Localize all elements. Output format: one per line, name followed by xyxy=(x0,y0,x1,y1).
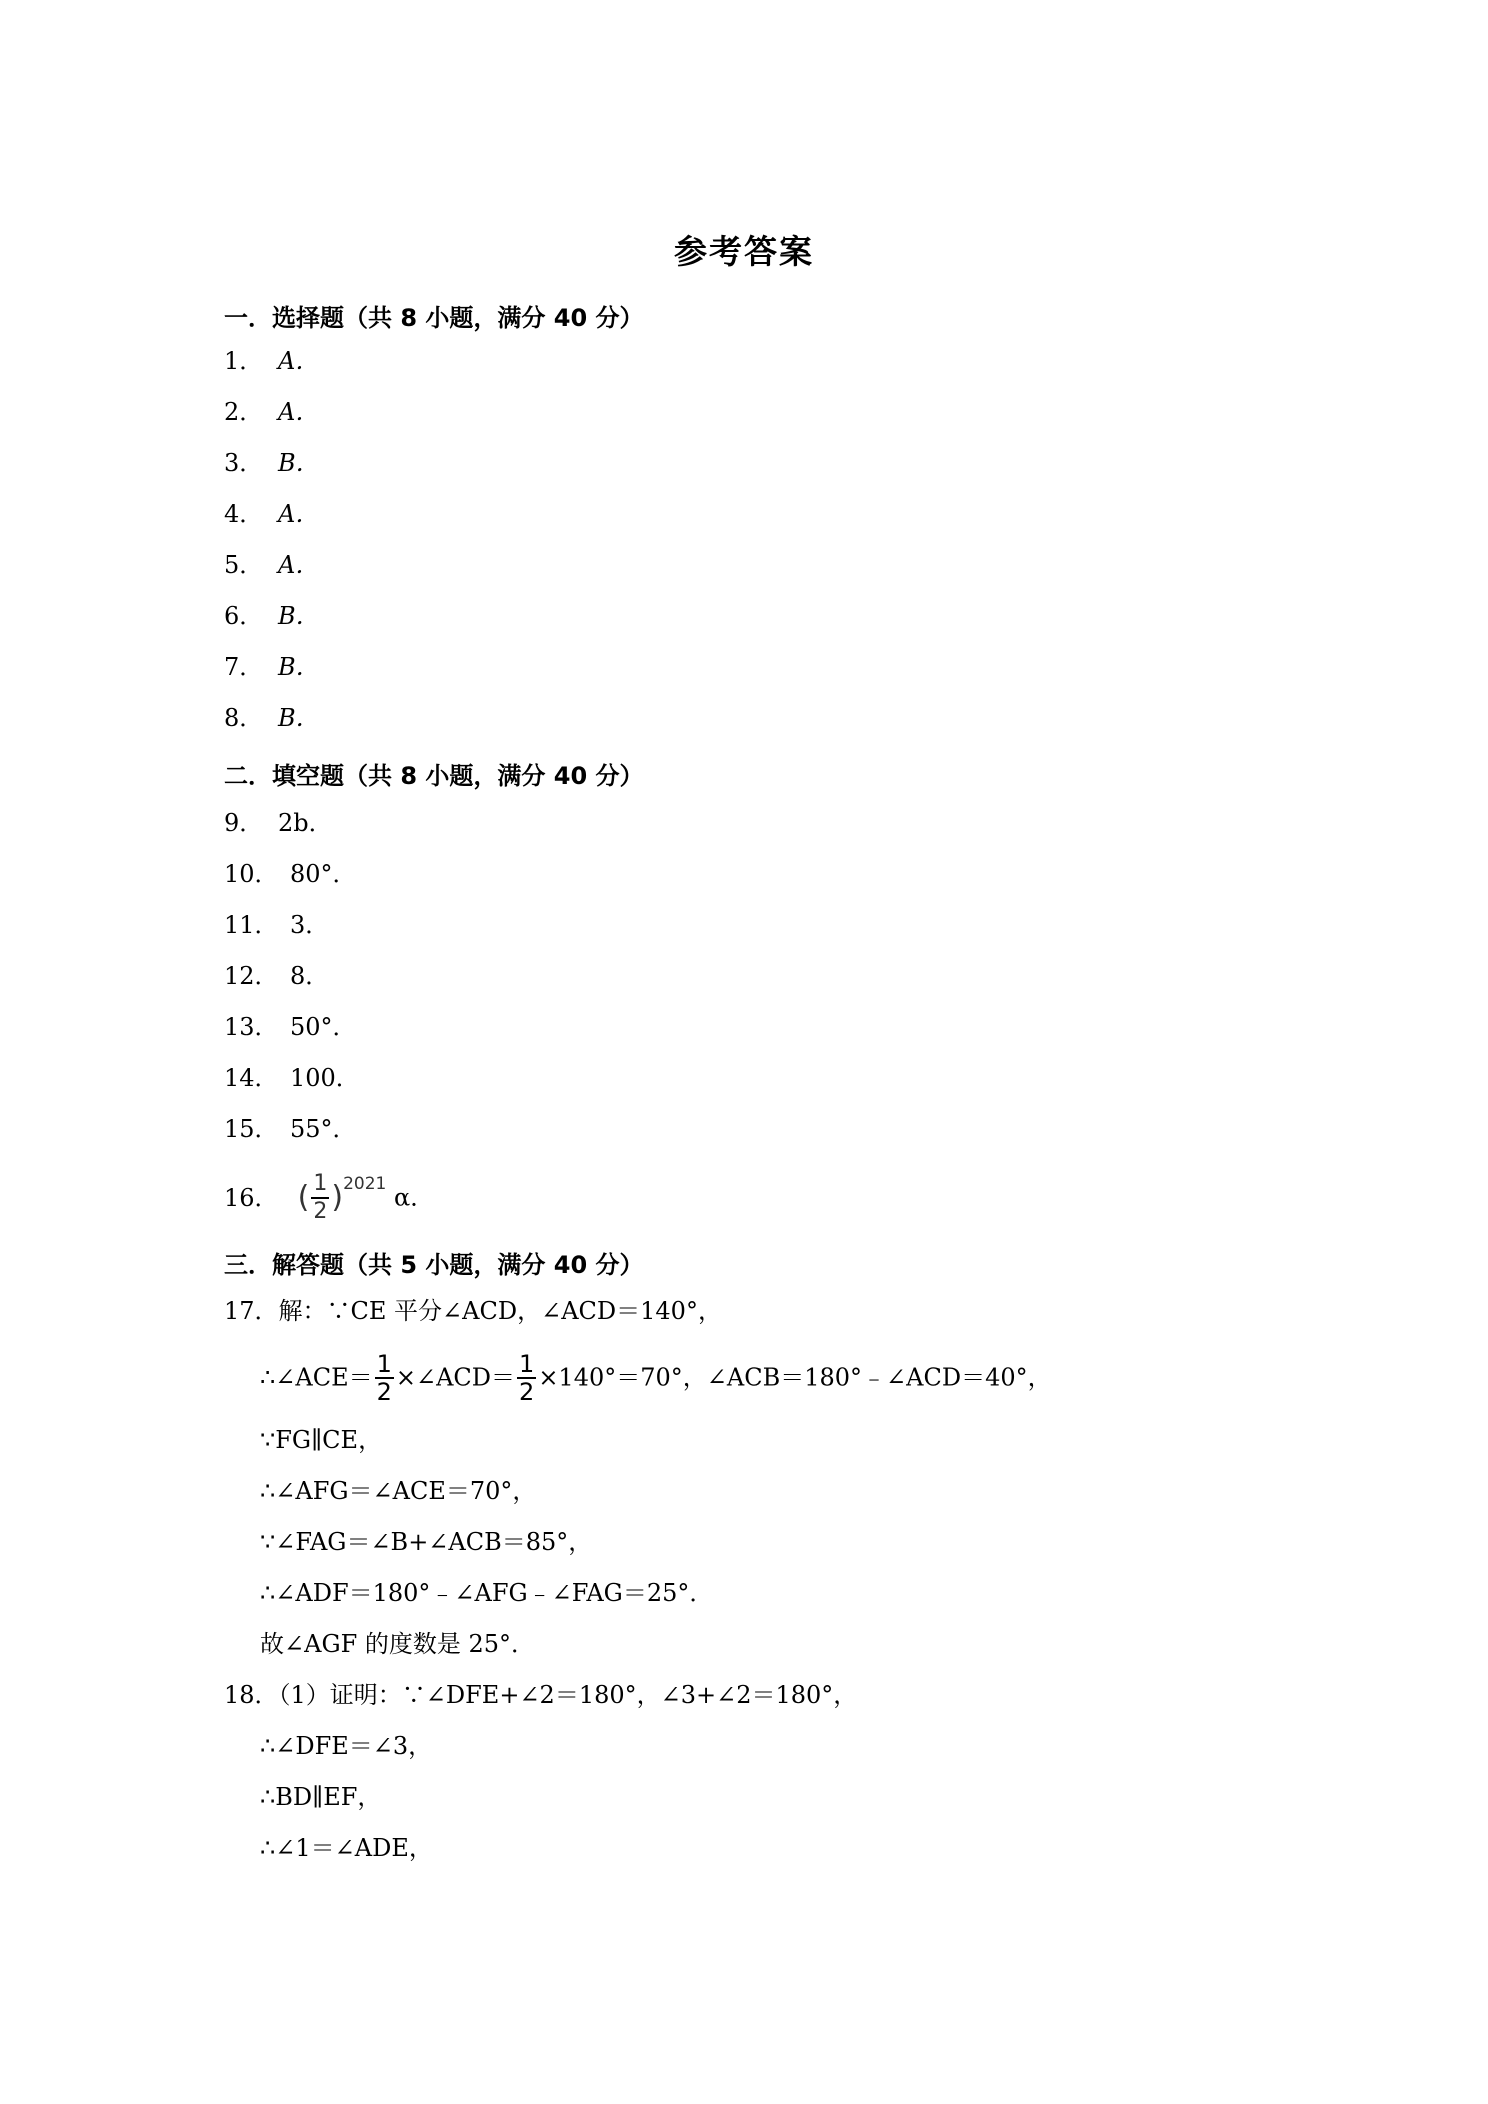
answer-12: 12． 8． xyxy=(224,962,330,990)
answer-3: 3． B． xyxy=(224,449,320,477)
q17-line-6: ∴∠ADF＝180°﹣∠AFG﹣∠FAG＝25°． xyxy=(260,1579,714,1607)
answer-15: 15． 55°． xyxy=(224,1115,357,1143)
q17-line-1: 17．解：∵CE 平分∠ACD，∠ACD＝140°， xyxy=(224,1297,722,1325)
answer-10: 10． 80°． xyxy=(224,860,357,888)
power-expression: ( $\frac{1}{2}$ ) $^{2021}$ xyxy=(297,1170,387,1224)
section-heading-fill: 二．填空题（共 8 小题，满分 40 分） xyxy=(224,762,644,790)
q17-line-3: ∵FG∥CE， xyxy=(260,1426,383,1454)
answer-5: 5． A． xyxy=(224,551,320,579)
answer-2: 2． A． xyxy=(224,398,320,426)
section-heading-solution: 三．解答题（共 5 小题，满分 40 分） xyxy=(224,1251,644,1279)
q17-line-7: 故∠AGF 的度数是 25°． xyxy=(260,1630,536,1658)
answer-1: 1． A． xyxy=(224,347,320,375)
answer-7: 7． B． xyxy=(224,653,320,681)
answer-14: 14． 100． xyxy=(224,1064,360,1092)
q17-line-2: ∴∠ACE＝ $\frac{1}{2}$ ×∠ACD＝ $\frac{1}{2}$ ×140°＝70°，∠ACB＝180°﹣∠ACD＝40°， xyxy=(260,1349,1052,1406)
fraction-one-half: $\frac{1}{2}$ xyxy=(376,1349,392,1406)
answer-11: 11． 3． xyxy=(224,911,330,939)
q18-line-2: ∴∠DFE＝∠3， xyxy=(260,1732,433,1760)
page-title: 参考答案 xyxy=(674,232,814,271)
answer-4: 4． A． xyxy=(224,500,320,528)
q17-line-5: ∵∠FAG＝∠B+∠ACB＝85°， xyxy=(260,1528,593,1556)
section-heading-choice: 一．选择题（共 8 小题，满分 40 分） xyxy=(224,304,644,332)
answer-6: 6． B． xyxy=(224,602,320,630)
fraction-one-half: $\frac{1}{2}$ xyxy=(313,1170,328,1224)
q18-line-1: 18．（1）证明：∵∠DFE+∠2＝180°，∠3+∠2＝180°， xyxy=(224,1681,858,1709)
answer-8: 8． B． xyxy=(224,704,320,732)
answer-9: 9． 2b． xyxy=(224,809,333,837)
fraction-one-half: $\frac{1}{2}$ xyxy=(519,1349,535,1406)
answer-16: 16． ( $\frac{1}{2}$ ) $^{2021}$ α． xyxy=(224,1166,434,1228)
q18-line-4: ∴∠1＝∠ADE， xyxy=(260,1834,433,1862)
q18-line-3: ∴BD∥EF， xyxy=(260,1783,382,1811)
answer-13: 13． 50°． xyxy=(224,1013,357,1041)
q17-line-4: ∴∠AFG＝∠ACE＝70°， xyxy=(260,1477,537,1505)
